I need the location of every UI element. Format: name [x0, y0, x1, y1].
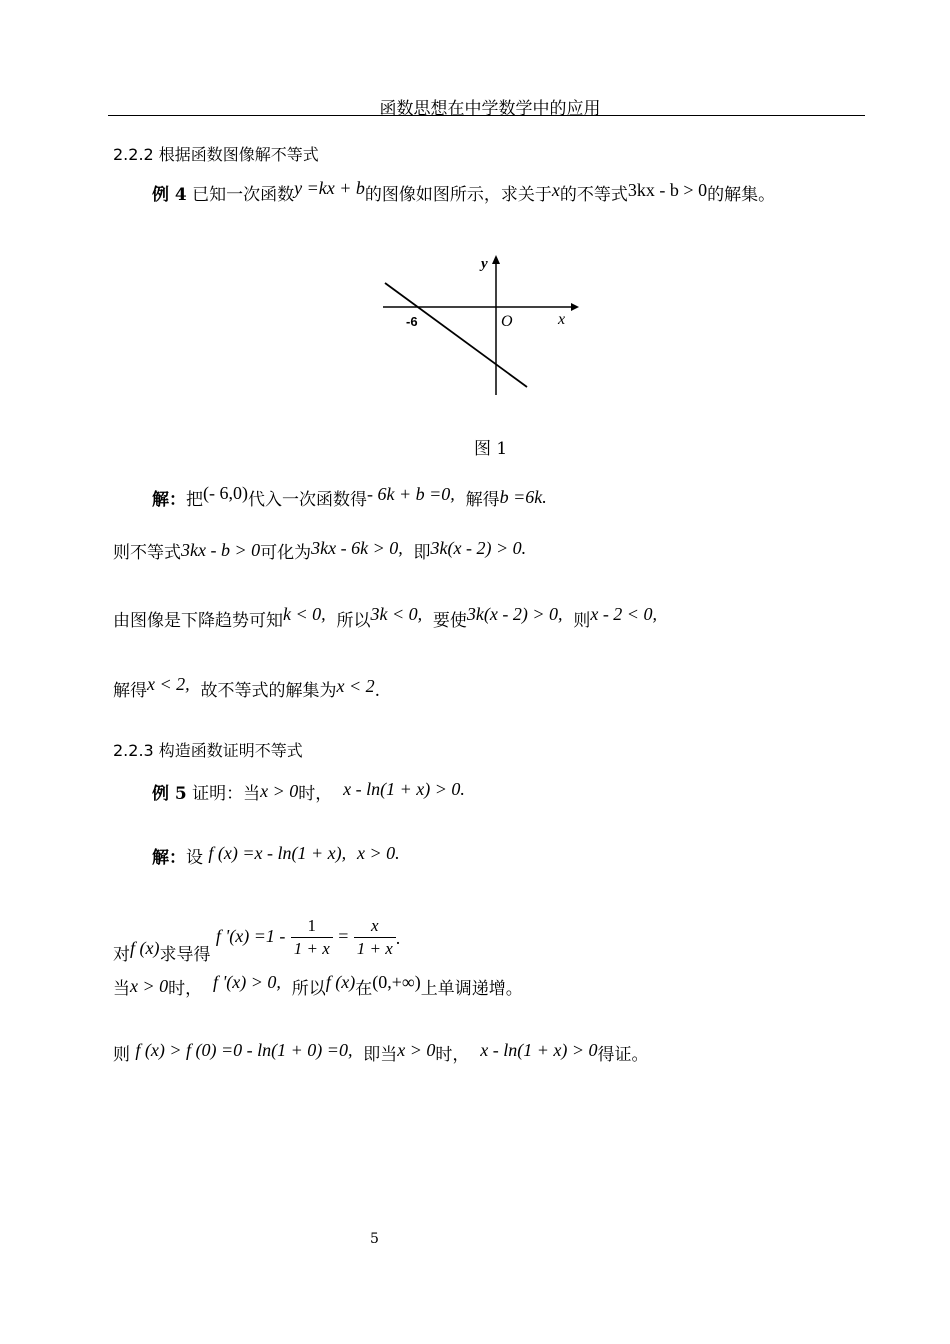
s5-frac1-denominator: 1 + x: [293, 939, 330, 958]
s4l4-ineq-1: x < 2,: [147, 674, 190, 694]
example-4-text-1: 已知一次函数: [192, 185, 295, 205]
example-4-text-2: 的图像如图所示，求关于: [364, 185, 552, 205]
function-line: [385, 283, 527, 387]
s5-concl-text-c: 即当: [363, 1045, 398, 1065]
s5-concl-cond: x > 0: [397, 1040, 436, 1060]
s5-mono-fx: f (x): [325, 972, 356, 992]
y-axis-arrow-icon: [492, 255, 500, 264]
s5-set-text: 设: [186, 848, 203, 868]
x-axis-label: x: [558, 311, 566, 328]
running-header: 函数思想在中学数学中的应用: [379, 99, 601, 119]
s4l3-ineq-1: k < 0,: [283, 604, 326, 624]
s5-frac2-numerator: x: [354, 915, 396, 938]
section-heading-2-2-3: 2.2.3 构造函数证明不等式: [113, 741, 303, 760]
s5-function-definition: f (x) =x - ln(1 + x),: [208, 843, 347, 863]
solution-4-line-3: [113, 606, 657, 631]
s5-domain: x > 0.: [356, 843, 400, 863]
s4l1-text-c: 代入一次函数得: [247, 490, 367, 510]
solution-4-line-4: [113, 676, 380, 701]
s4l1-text-a: 把: [186, 490, 203, 510]
solution-5-derivative: [113, 903, 401, 965]
s4l4-text-c: 故不等式的解集为: [200, 681, 337, 701]
s4l3-ineq-3: 3k(x - 2) > 0,: [466, 604, 563, 624]
s4l3-ineq-4: x - 2 < 0,: [590, 604, 657, 624]
example-4-inequality: 3kx - b > 0: [627, 180, 708, 200]
s4l2-text-e: 即: [413, 543, 431, 563]
solution-5-conclusion: [113, 1040, 648, 1065]
s4l3-ineq-2: 3k < 0,: [370, 604, 423, 624]
s5-mono-text-a: 当: [113, 979, 130, 999]
s5-frac2-denominator: 1 + x: [356, 939, 393, 958]
s5-deriv-fx: f (x): [130, 938, 160, 958]
x-axis-arrow-icon: [571, 303, 579, 311]
example-5-label: 例 5: [152, 784, 187, 804]
solution-5-monotonic: [113, 974, 523, 999]
s4l3-text-g: 则: [573, 611, 591, 631]
example-5-condition: x > 0: [260, 781, 299, 801]
s4l3-text-c: 所以: [336, 611, 371, 631]
page-number: 5: [370, 1231, 379, 1247]
s5-concl-claim: x - ln(1 + x) > 0: [480, 1040, 598, 1060]
s4l2-ineq-3: 3k(x - 2) > 0.: [430, 538, 527, 558]
s5-deriv-text-c: 求导得: [159, 945, 211, 965]
example-5-text-2: 时，: [298, 784, 333, 804]
s4l4-solution: x < 2: [336, 676, 375, 696]
s4l1-equation: - 6k + b =0,: [366, 484, 455, 504]
header-rule: [108, 115, 865, 116]
s5-frac1-numerator: 1: [291, 915, 333, 938]
origin-label: O: [501, 313, 513, 330]
s5-mono-cond: x > 0: [130, 976, 169, 996]
solution-5-label: 解：: [152, 848, 186, 868]
s4l4-text-a: 解得: [113, 681, 147, 701]
section-heading-2-2-2: 2.2.2 根据函数图像解不等式: [113, 145, 319, 164]
s4l1-point: (- 6,0): [203, 483, 248, 503]
example-4-text-3: 的不等式: [559, 185, 628, 205]
s5-concl-text-e: 时，: [435, 1045, 470, 1065]
example-5: [152, 779, 465, 804]
solution-4-line-2: [113, 538, 526, 563]
example-4-function: y =kx + b: [294, 178, 365, 198]
solution-4-line-1: [152, 485, 547, 510]
s5-concl-chain: f (x) > f (0) =0 - ln(1 + 0) =0,: [135, 1040, 353, 1060]
s5-concl-text-g: 得证。: [597, 1045, 649, 1065]
example-5-claim: x - ln(1 + x) > 0.: [343, 779, 465, 799]
s5-concl-text-a: 则: [113, 1045, 130, 1065]
example-4-variable: x: [551, 180, 560, 200]
s4l2-text-c: 可化为: [260, 543, 312, 563]
s5-derivative-expr: f '(x) =1 -: [215, 926, 286, 946]
s5-mono-text-c: 时，: [168, 979, 203, 999]
s4l3-text-a: 由图像是下降趋势可知: [113, 611, 283, 631]
s5-mono-text-e: 所以: [291, 979, 326, 999]
s5-fraction-2: [354, 915, 396, 960]
intercept-label: -6: [406, 314, 418, 329]
example-4: [152, 180, 775, 205]
s5-mono-text-i: 上单调递增。: [420, 979, 523, 999]
solution-5-setup: [152, 843, 400, 868]
s5-fraction-1: [291, 915, 333, 960]
s4l2-text-a: 则不等式: [113, 543, 181, 563]
s4l1-result: b =6k.: [499, 487, 547, 507]
s5-mono-text-g: 在: [355, 979, 373, 999]
y-axis-label: y: [481, 256, 488, 272]
example-4-text-4: 的解集。: [707, 185, 776, 205]
s4l2-ineq-1: 3kx - b > 0: [181, 540, 261, 560]
figure-1-graph: [375, 250, 585, 400]
s4l3-text-e: 要使: [432, 611, 467, 631]
s5-deriv-text-a: 对: [113, 945, 130, 965]
s5-mono-interval: (0,+∞): [372, 972, 421, 992]
s5-deriv-period: .: [395, 928, 401, 948]
s4l4-period: .: [374, 681, 380, 701]
solution-4-label: 解：: [152, 490, 186, 510]
s5-equals: =: [338, 926, 349, 946]
s4l2-ineq-2: 3kx - 6k > 0,: [311, 538, 403, 558]
s4l1-text-e: 解得: [465, 490, 500, 510]
s5-mono-deriv-pos: f '(x) > 0,: [212, 972, 281, 992]
figure-caption: 图 1: [474, 439, 508, 459]
example-4-label: 例 4: [152, 185, 187, 205]
example-5-text-1: 证明：当: [192, 784, 261, 804]
